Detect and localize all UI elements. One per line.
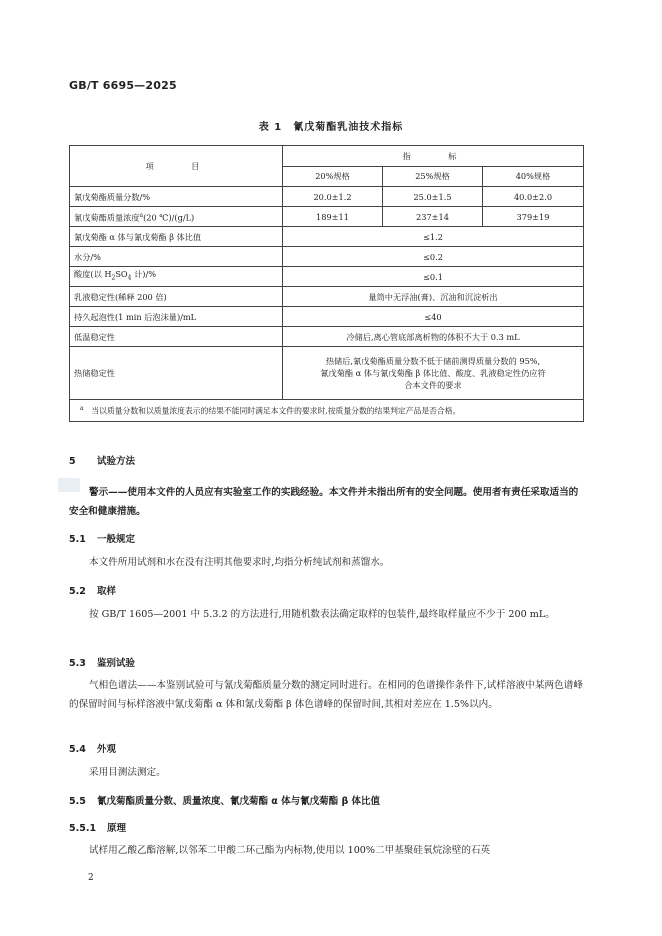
section-5-3-heading: 5.3 鉴别试验 xyxy=(69,658,136,669)
row-merged-value: 冷储后,离心管底部离析物的体积不大于 0.3 mL xyxy=(283,327,584,347)
row-item: 氰戊菊酯质量浓度$^a$(20 ℃)/(g/L) xyxy=(70,207,283,227)
section-5-4-heading: 5.4 外观 xyxy=(69,744,117,755)
safety-warning: 警示——使用本文件的人员应有实验室工作的实践经验。本文件并未指出所有的安全问题。使用者有责任采取适当的安全和健康措施。 xyxy=(69,487,579,517)
row-value: 189±11 xyxy=(283,207,383,227)
section-5-5-1-text: 试样用乙酸乙酯溶解,以邻苯二甲酸二环己酯为内标物,使用以 100%二甲基聚硅氧烷涂壁的石英 xyxy=(89,845,491,856)
row-item: 热储稳定性 xyxy=(70,347,283,400)
table-row xyxy=(70,287,584,307)
row-value: 25.0±1.5 xyxy=(383,187,483,207)
spec-header-25: 25%规格 xyxy=(383,166,483,187)
row-merged-value: ≤0.1 xyxy=(283,267,584,287)
section-5-3-text: 气相色谱法——本鉴别试验可与氰戊菊酯质量分数的测定同时进行。在相同的色谱操作条件下,试样溶液中某两色谱峰的保留时间与标样溶液中氰戊菊酯 α 体和氰戊菊酯 β 体色谱峰的保留时间,其相对差应在 1.5%以内。 xyxy=(69,680,583,710)
spec-header-20: 20%规格 xyxy=(283,166,383,187)
section-5-2-text: 按 GB/T 1605—2001 中 5.3.2 的方法进行,用随机数表法确定取样的包装件,最终取样量应不少于 200 mL。 xyxy=(89,609,555,620)
row-value: 20.0±1.2 xyxy=(283,187,383,207)
table-row xyxy=(70,227,584,247)
table-row xyxy=(70,327,584,347)
row-item: 低温稳定性 xyxy=(70,327,283,347)
spec-table xyxy=(69,145,584,422)
page-number: 2 xyxy=(88,873,94,883)
row-merged-value: ≤0.2 xyxy=(283,247,584,267)
table-footnote: $^a$ 当以质量分数和以质量浓度表示的结果不能同时满足本文件的要求时,按质量分数的结果判定产品是否合格。 xyxy=(70,400,584,422)
row-value: 237±14 xyxy=(383,207,483,227)
section-5-5-1-heading: 5.5.1 原理 xyxy=(69,823,127,834)
section-5-4-text: 采用目测法测定。 xyxy=(89,767,166,778)
row-merged-value: 量筒中无浮油(膏)、沉油和沉淀析出 xyxy=(283,287,584,307)
table-row xyxy=(70,267,584,287)
table-row xyxy=(70,247,584,267)
row-item: 水分/% xyxy=(70,247,283,267)
table-row xyxy=(70,347,584,400)
row-value: 379±19 xyxy=(483,207,584,227)
row-item: 乳液稳定性(稀释 200 倍) xyxy=(70,287,283,307)
row-merged-value: ≤1.2 xyxy=(283,227,584,247)
row-item: 氰戊菊酯质量分数/% xyxy=(70,187,283,207)
table-title: 表 1 氰戊菊酯乳油技术指标 xyxy=(258,122,404,133)
section-5-1-text: 本文件所用试剂和水在没有注明其他要求时,均指分析纯试剂和蒸馏水。 xyxy=(89,557,390,568)
row-merged-value: 热储后,氰戊菊酯质量分数不低于储前测得质量分数的 95%, 氰戊菊酯 α 体与氰戊菊酯 β 体比值、酸度、乳液稳定性仍应符 合本文件的要求 xyxy=(283,347,584,400)
section-5-2-heading: 5.2 取样 xyxy=(69,586,117,597)
row-item: 氰戊菊酯 α 体与氰戊菊酯 β 体比值 xyxy=(70,227,283,247)
header-indicator: 指 标 xyxy=(283,146,584,167)
table-row xyxy=(70,207,584,227)
table-row xyxy=(70,307,584,327)
section-5-heading: 5 试验方法 xyxy=(69,456,136,467)
row-merged-value: ≤40 xyxy=(283,307,584,327)
spec-header-40: 40%规格 xyxy=(483,166,584,187)
table-row xyxy=(70,187,584,207)
row-item: 酸度(以 $H_2SO_4$ 计)/% xyxy=(70,267,283,287)
standard-code: GB/T 6695—2025 xyxy=(69,79,177,92)
section-5-5-heading: 5.5 氰戊菊酯质量分数、质量浓度、氰戊菊酯 α 体与氰戊菊酯 β 体比值 xyxy=(69,796,381,807)
row-value: 40.0±2.0 xyxy=(483,187,584,207)
row-item: 持久起泡性(1 min 后泡沫量)/mL xyxy=(70,307,283,327)
section-5-1-heading: 5.1 一般规定 xyxy=(69,534,136,545)
header-item: 项 目 xyxy=(70,146,283,187)
